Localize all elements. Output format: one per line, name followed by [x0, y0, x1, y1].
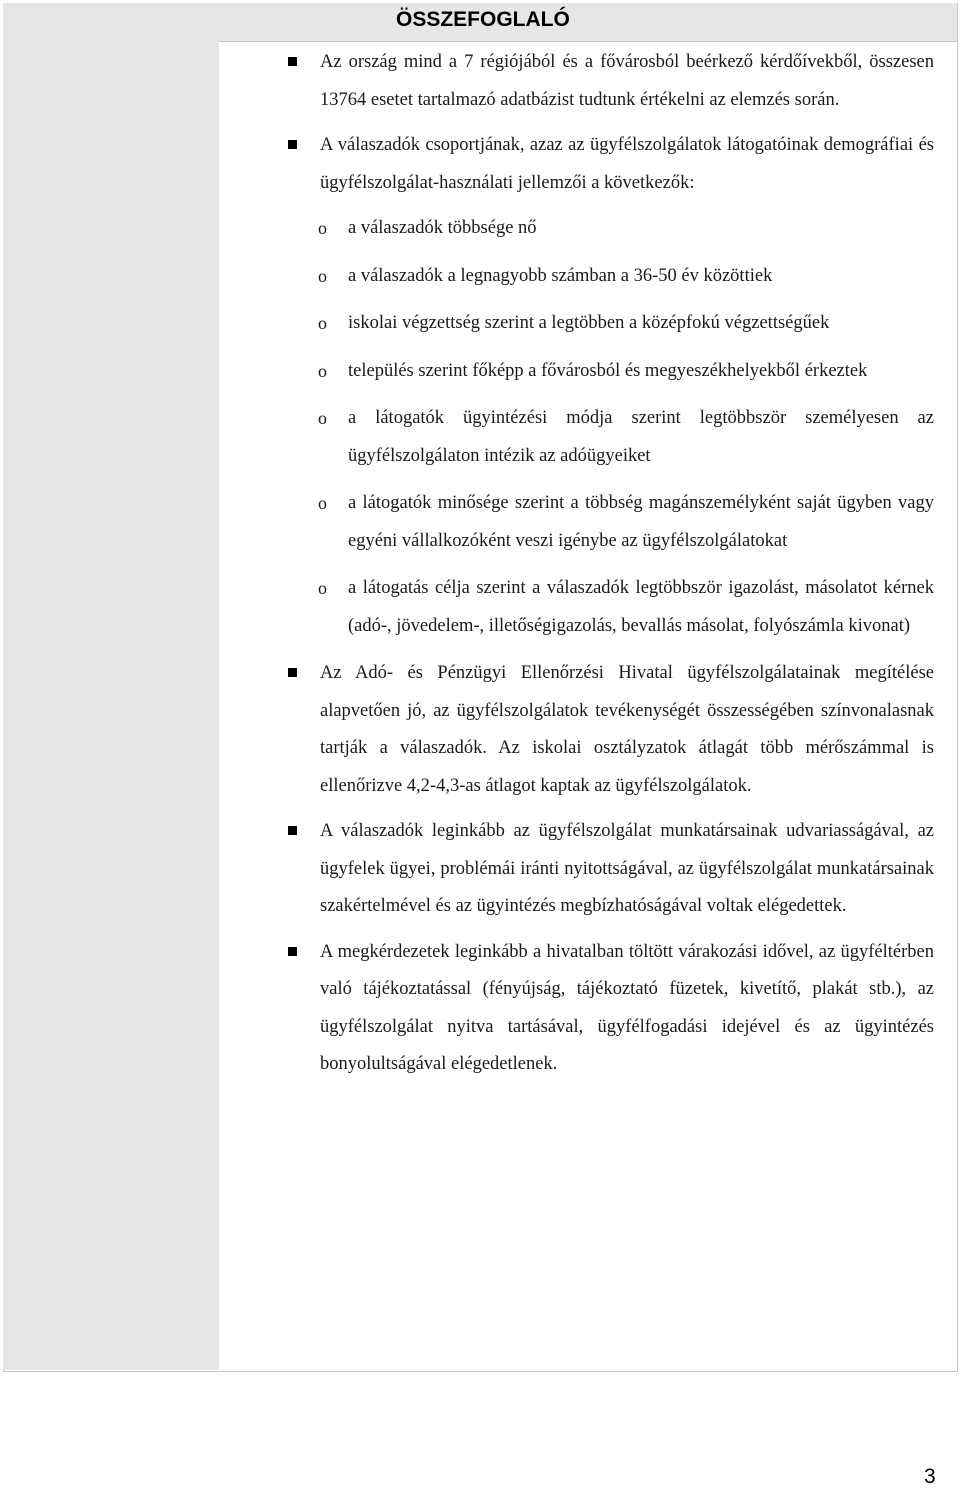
circle-bullet-icon: o — [318, 578, 327, 598]
sub-item-text: a látogatók ügyintézési módja szerint legtöbbször személyesen az ügyfélszolgálaton intézik az adóügyeiket — [348, 408, 934, 466]
sub-item-text: a válaszadók többsége nő — [348, 218, 537, 238]
sub-list-item — [282, 258, 934, 296]
list-item — [282, 934, 934, 1084]
sub-list-item — [282, 485, 934, 560]
sub-item-text: iskolai végzettség szerint a legtöbben a középfokú végzettségűek — [348, 313, 830, 333]
sub-item-text: a válaszadók a legnagyobb számban a 36-50 év közöttiek — [348, 265, 773, 286]
sub-item-text: a látogatás célja szerint a válaszadók legtöbbször igazolást, másolatot kérnek (adó-, jövedelem-, illetőségigazolás, bevallás másolat, folyószámla kivonat) — [348, 578, 934, 636]
page-number: 3 — [924, 1465, 936, 1488]
sub-list-item — [282, 570, 934, 645]
sub-list-item — [282, 353, 934, 391]
circle-bullet-icon: o — [318, 493, 327, 513]
square-bullet-icon — [288, 668, 297, 677]
list-item — [282, 655, 934, 805]
sub-list-item — [282, 210, 934, 248]
title-bar — [219, 3, 957, 42]
square-bullet-icon — [288, 57, 297, 66]
bullet-text: A válaszadók leginkább az ügyfélszolgálat munkatársainak udvariasságával, az ügyfelek ügyei, problémái iránti nyitottságával, az ügyfélszolgálat munkatársainak szakértelmével és az ügyintézés megbízhatóságával voltak elégedettek. — [320, 821, 934, 916]
square-bullet-icon — [288, 140, 297, 149]
sub-item-text: a látogatók minősége szerint a többség magánszemélyként saját ügyben vagy egyéni vállalkozóként veszi igénybe az ügyfélszolgálatokat — [348, 493, 934, 551]
page-title: ÖSSZEFOGLALÓ — [396, 8, 570, 31]
square-bullet-icon — [288, 947, 297, 956]
list-item — [282, 44, 934, 119]
bullet-text: Az Adó- és Pénzügyi Ellenőrzési Hivatal ügyfélszolgálatainak megítélése alapvetően jó, az ügyfélszolgálatok tevékenységét összességében színvonalasnak tartják a válaszadók. Az iskolai osztályzatok átlagát több mérőszámmal is ellenőrizve 4,2-4,3-as átlagot kaptak az ügyfélszolgálatok. — [320, 663, 934, 796]
main-bullet-list — [282, 44, 934, 1084]
bullet-text: Az ország mind a 7 régiójából és a fővárosból beérkező kérdőívekből, összesen 13764 esetet tartalmazó adatbázist tudtunk értékelni az elemzés során. — [320, 52, 934, 110]
sub-item-text: település szerint főképp a fővárosból és megyeszékhelyekből érkeztek — [348, 360, 868, 381]
circle-bullet-icon: o — [318, 265, 327, 286]
sub-list-item — [282, 305, 934, 343]
bullet-text: A válaszadók csoportjának, azaz az ügyfélszolgálatok látogatóinak demográfiai és ügyfélszolgálat-használati jellemzői a következők: — [320, 135, 934, 193]
circle-bullet-icon: o — [318, 218, 327, 238]
list-item — [282, 127, 934, 645]
circle-bullet-icon: o — [318, 408, 327, 428]
sub-bullet-list — [282, 210, 934, 645]
sub-list-item — [282, 400, 934, 475]
left-margin-column — [3, 3, 219, 1370]
summary-content — [282, 44, 934, 1092]
circle-bullet-icon: o — [318, 313, 327, 333]
square-bullet-icon — [288, 826, 297, 835]
list-item — [282, 813, 934, 926]
bullet-text: A megkérdezetek leginkább a hivatalban töltött várakozási idővel, az ügyféltérben való tájékoztatással (fényújság, tájékoztató füzetek, kivetítő, plakát stb.), az ügyfélszolgálat nyitva tartásával, ügyfélfogadási idejével és az ügyintézés bonyolultságával elégedetlenek. — [320, 941, 934, 1074]
circle-bullet-icon: o — [318, 360, 327, 381]
